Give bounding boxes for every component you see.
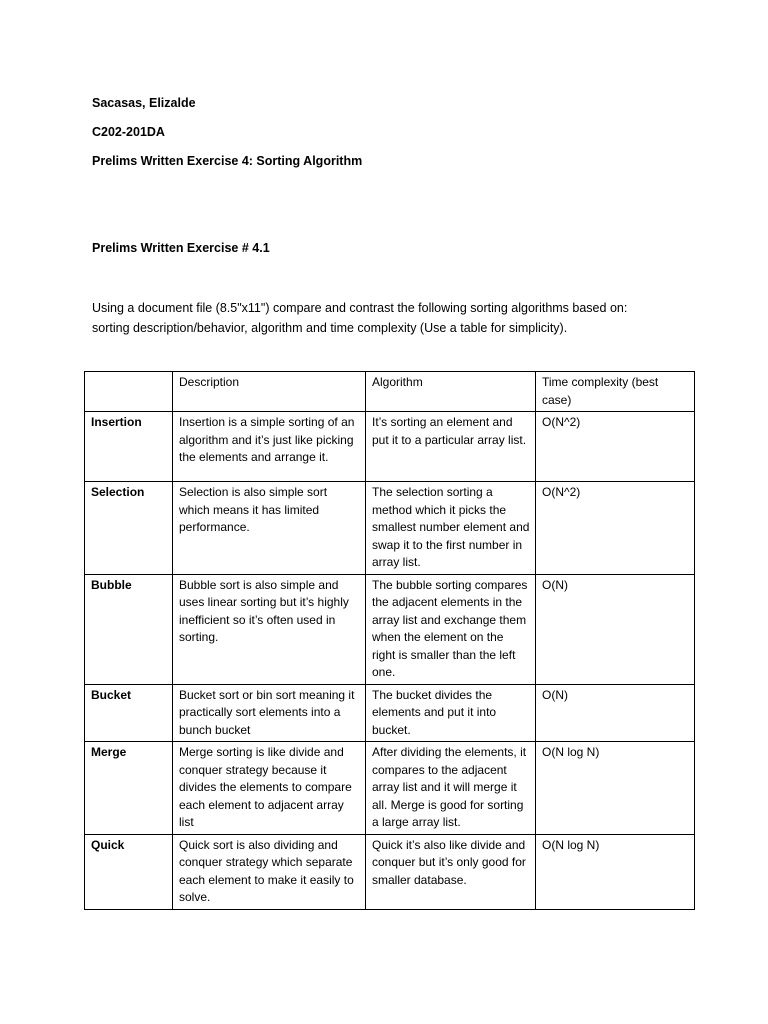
section-code: C202-201DA	[92, 125, 165, 139]
instructions-paragraph	[92, 298, 712, 338]
algorithm-cell: The bucket divides the elements and put it into bucket.	[366, 684, 536, 742]
complexity-cell: O(N log N)	[536, 742, 695, 835]
algorithm-cell: It’s sorting an element and put it to a particular array list.	[366, 412, 536, 482]
header-cell-time-complexity: Time complexity (best case)	[536, 372, 695, 412]
complexity-cell: O(N^2)	[536, 412, 695, 482]
header-cell-algorithm: Algorithm	[366, 372, 536, 412]
table-row	[85, 742, 695, 835]
table-row	[85, 482, 695, 575]
description-cell: Quick sort is also dividing and conquer strategy which separate each element to make it easily to solve.	[173, 834, 366, 909]
algorithm-name-cell: Quick	[85, 834, 173, 909]
algorithm-name-cell: Selection	[85, 482, 173, 575]
description-cell: Insertion is a simple sorting of an algorithm and it’s just like picking the elements and arrange it.	[173, 412, 366, 482]
algorithm-cell: After dividing the elements, it compares to the adjacent array list and it will merge it all. Merge is good for sorting a large array list.	[366, 742, 536, 835]
header-cell-description: Description	[173, 372, 366, 412]
complexity-cell: O(N)	[536, 684, 695, 742]
complexity-cell: O(N)	[536, 574, 695, 684]
algorithm-name-cell: Bucket	[85, 684, 173, 742]
table-header-row	[85, 372, 695, 412]
algorithm-name-cell: Merge	[85, 742, 173, 835]
description-cell: Bucket sort or bin sort meaning it practically sort elements into a bunch bucket	[173, 684, 366, 742]
author-name: Sacasas, Elizalde	[92, 96, 196, 110]
table-row	[85, 412, 695, 482]
instructions-line-1: Using a document file (8.5"x11") compare and contrast the following sorting algorithms based on:	[92, 301, 628, 315]
sorting-comparison-table	[84, 371, 695, 910]
instructions-line-2: sorting description/behavior, algorithm and time complexity (Use a table for simplicity).	[92, 321, 568, 335]
table-row	[85, 834, 695, 909]
subexercise-title: Prelims Written Exercise # 4.1	[92, 241, 270, 255]
algorithm-name-cell: Insertion	[85, 412, 173, 482]
header-cell-blank	[85, 372, 173, 412]
complexity-cell: O(N log N)	[536, 834, 695, 909]
exercise-title: Prelims Written Exercise 4: Sorting Algorithm	[92, 154, 363, 168]
description-cell: Selection is also simple sort which means it has limited performance.	[173, 482, 366, 575]
algorithm-name-cell: Bubble	[85, 574, 173, 684]
description-cell: Merge sorting is like divide and conquer strategy because it divides the elements to compare each element to adjacent array list	[173, 742, 366, 835]
table-row	[85, 574, 695, 684]
algorithm-cell: The bubble sorting compares the adjacent elements in the array list and exchange them when the element on the right is smaller than the left one.	[366, 574, 536, 684]
algorithm-cell: Quick it’s also like divide and conquer but it’s only good for smaller database.	[366, 834, 536, 909]
table-row	[85, 684, 695, 742]
algorithm-cell: The selection sorting a method which it picks the smallest number element and swap it to the first number in array list.	[366, 482, 536, 575]
description-cell: Bubble sort is also simple and uses linear sorting but it’s highly inefficient so it’s often used in sorting.	[173, 574, 366, 684]
complexity-cell: O(N^2)	[536, 482, 695, 575]
